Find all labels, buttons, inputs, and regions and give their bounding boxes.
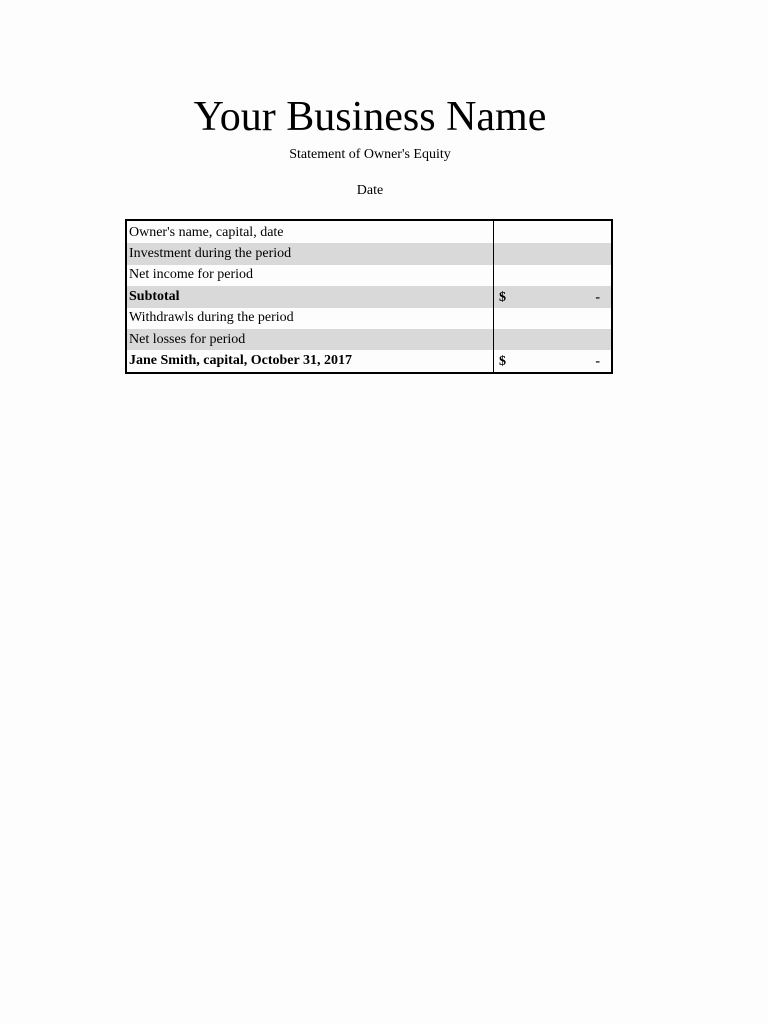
- currency-symbol: $: [499, 354, 506, 370]
- row-amount-cell: [494, 243, 613, 264]
- table-row-investment: [126, 243, 612, 264]
- row-label: Subtotal: [126, 286, 494, 307]
- row-label: Investment during the period: [126, 243, 494, 264]
- row-amount-cell: [494, 350, 613, 372]
- row-label: Net income for period: [126, 265, 494, 286]
- business-name-title: Your Business Name: [193, 94, 547, 140]
- row-label: Owner's name, capital, date: [126, 220, 494, 243]
- amount-value: -: [595, 354, 600, 370]
- owners-equity-table: [125, 219, 613, 374]
- table-row-net-losses: [126, 329, 612, 350]
- amount-value: -: [595, 290, 600, 306]
- statement-title: Statement of Owner's Equity: [289, 147, 451, 162]
- row-amount-cell: [494, 220, 613, 243]
- table-row-subtotal: [126, 286, 612, 307]
- row-label: Net losses for period: [126, 329, 494, 350]
- row-label: Withdrawls during the period: [126, 308, 494, 329]
- row-label: Jane Smith, capital, October 31, 2017: [126, 350, 494, 372]
- table-row-owners-capital: [126, 220, 612, 243]
- currency-symbol: $: [499, 290, 506, 306]
- row-amount-cell: [494, 329, 613, 350]
- row-amount-cell: [494, 286, 613, 307]
- row-amount-cell: [494, 265, 613, 286]
- table-row-net-income: [126, 265, 612, 286]
- row-amount-cell: [494, 308, 613, 329]
- table-row-ending-capital: [126, 350, 612, 372]
- table-row-withdrawals: [126, 308, 612, 329]
- statement-date: Date: [356, 183, 384, 198]
